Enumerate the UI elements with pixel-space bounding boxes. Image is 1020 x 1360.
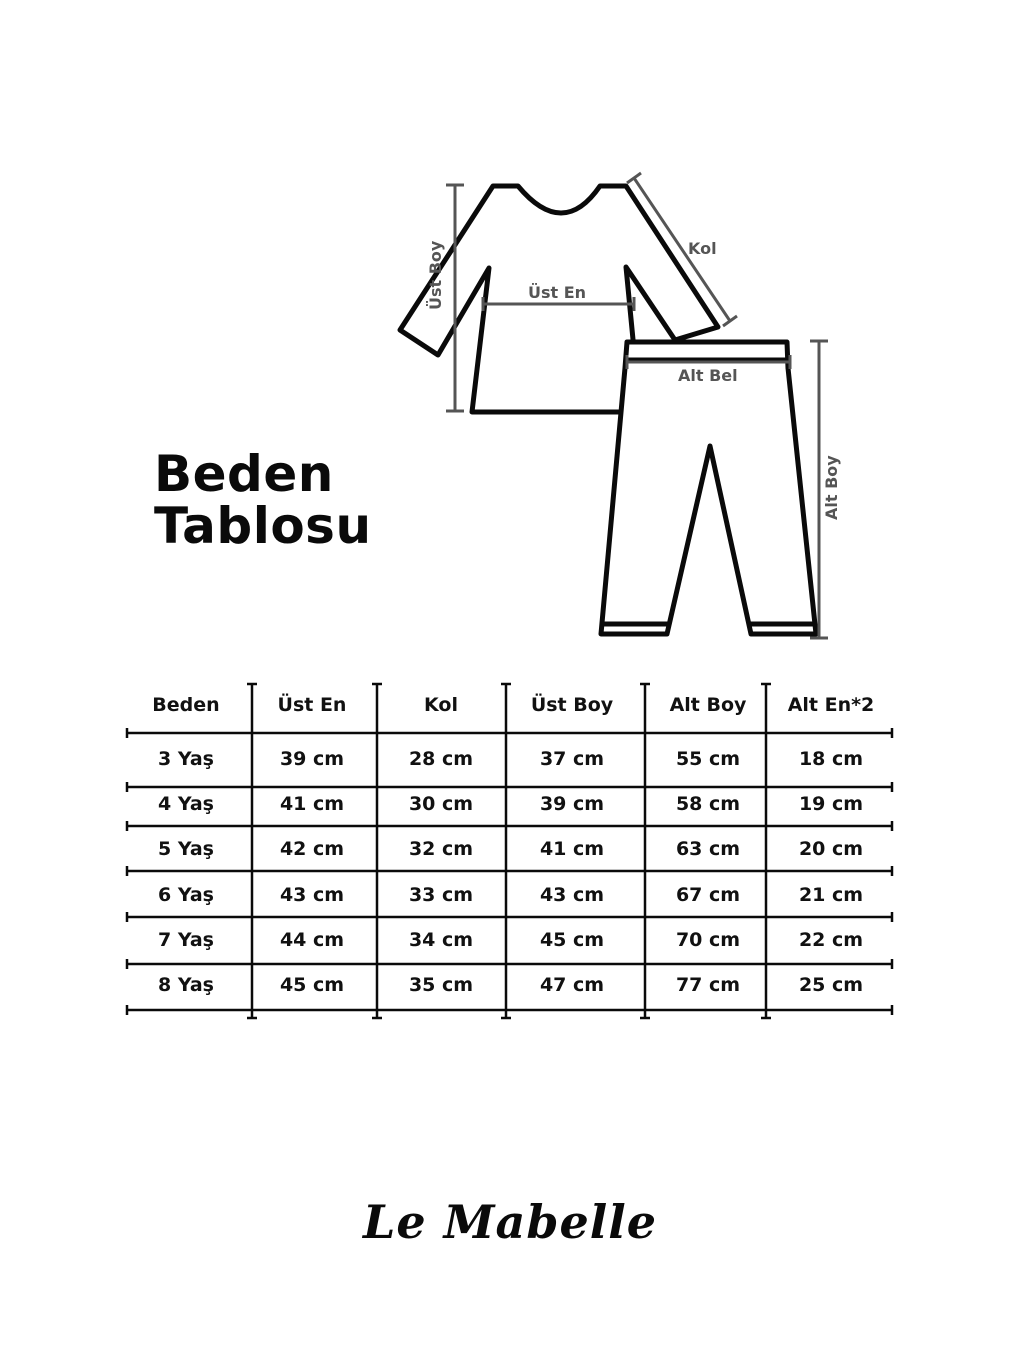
table-header-cell: Alt En*2 [787,694,875,716]
table-value-cell: 33 cm [408,884,474,906]
table-value-cell: 35 cm [408,974,474,996]
table-value-cell: 22 cm [798,929,864,951]
table-value-cell: 58 cm [675,793,741,815]
table-value-cell: 55 cm [675,748,741,770]
table-value-cell: 19 cm [798,793,864,815]
table-value-cell: 77 cm [675,974,741,996]
table-size-cell: 7 Yaş [158,929,214,951]
title-line-2: Tablosu [154,497,372,555]
table-value-cell: 32 cm [408,838,474,860]
table-value-cell: 28 cm [408,748,474,770]
table-value-cell: 21 cm [798,884,864,906]
label-ust-en: Üst En [528,283,587,302]
label-alt-boy: Alt Boy [822,455,841,520]
table-value-cell: 45 cm [539,929,605,951]
table-header-cell: Alt Boy [669,694,747,716]
table-header-cell: Üst En [277,694,347,716]
title-line-1: Beden [154,445,334,503]
label-kol: Kol [688,239,717,258]
table-value-cell: 44 cm [279,929,345,951]
table-value-cell: 18 cm [798,748,864,770]
table-value-cell: 41 cm [279,793,345,815]
table-size-cell: 8 Yaş [158,974,214,996]
label-alt-bel: Alt Bel [678,366,738,385]
table-header-cell: Üst Boy [530,694,614,716]
table-size-cell: 3 Yaş [158,748,214,770]
label-ust-boy: Üst Boy [426,240,445,310]
table-size-cell: 6 Yaş [158,884,214,906]
table-value-cell: 30 cm [408,793,474,815]
table-grid [127,684,892,1018]
table-value-cell: 70 cm [675,929,741,951]
brand-logo: Le Mabelle [363,1195,657,1249]
table-value-cell: 43 cm [539,884,605,906]
table-value-cell: 67 cm [675,884,741,906]
table-value-cell: 42 cm [279,838,345,860]
table-value-cell: 63 cm [675,838,741,860]
table-value-cell: 41 cm [539,838,605,860]
table-size-cell: 5 Yaş [158,838,214,860]
table-value-cell: 20 cm [798,838,864,860]
table-header-cell: Beden [152,694,220,716]
table-value-cell: 34 cm [408,929,474,951]
table-value-cell: 39 cm [279,748,345,770]
table-header-cell: Kol [424,694,458,716]
table-value-cell: 47 cm [539,974,605,996]
table-value-cell: 25 cm [798,974,864,996]
table-value-cell: 43 cm [279,884,345,906]
table-value-cell: 37 cm [539,748,605,770]
table-size-cell: 4 Yaş [158,793,214,815]
table-value-cell: 45 cm [279,974,345,996]
table-value-cell: 39 cm [539,793,605,815]
